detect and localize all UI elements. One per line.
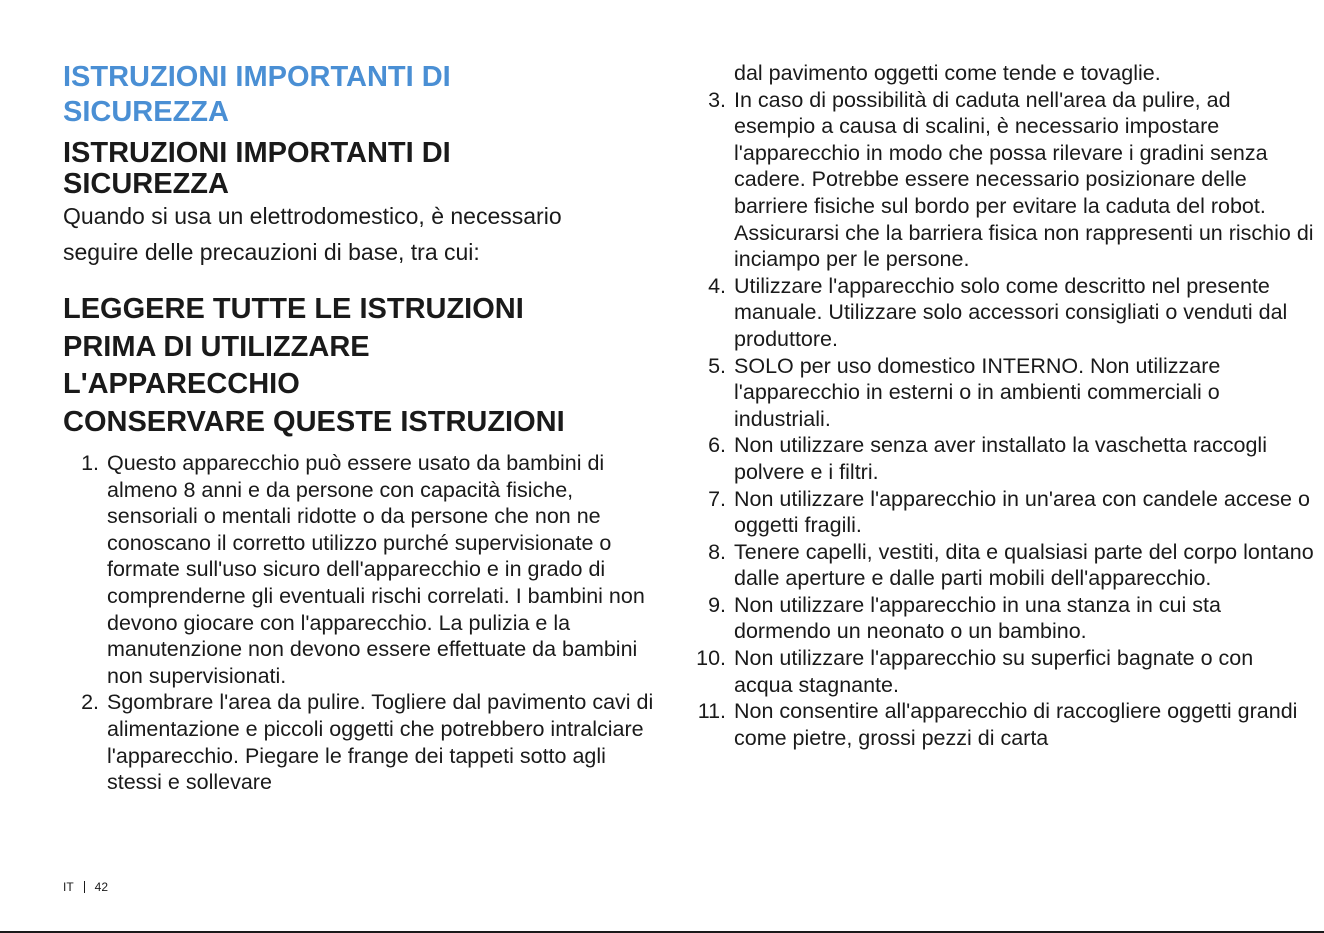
item-text: Tenere capelli, vestiti, dita e qualsiasi parte del corpo lontano dalle aperture e dalle parti mobili dell'apparecchio. [734, 539, 1314, 591]
item-text: In caso di possibilità di caduta nell'area da pulire, ad esempio a causa di scalini, è necessario impostare l'apparecchio in modo che possa rilevare i gradini senza cadere. Potrebbe essere necessario posizionare delle barriere fisiche sul bordo per evitare la caduta del robot. Assicurarsi che la barriera fisica non rappresenti un rischio di inciampo per le persone. [734, 87, 1314, 272]
footer-language: IT [63, 880, 74, 894]
item-text: Questo apparecchio può essere usato da bambini di almeno 8 anni e da persone con capacità fisiche, sensoriali o mentali ridotte o da persone che non ne conoscano il corretto utilizzo purché supervisionate o formate sull'uso sicuro dell'apparecchio e in grado di comprenderne gli eventuali rischi correlati. I bambini non devono giocare con l'apparecchio. La pulizia e la manutenzione non devono essere effettuate da bambini non supervisionati. [107, 451, 645, 688]
section-heading-blue: ISTRUZIONI IMPORTANTI DI SICUREZZA [63, 61, 451, 128]
list-continuation: dal pavimento oggetti come tende e tovaglie. [734, 61, 1161, 85]
instruction-list-right [690, 60, 1315, 751]
caps-line: PRIMA DI UTILIZZARE [63, 330, 370, 363]
list-item [690, 486, 1315, 539]
item-number: 9. [708, 592, 726, 617]
list-item [690, 87, 1315, 273]
item-text: Non consentire all'apparecchio di raccogliere oggetti grandi come pietre, grossi pezzi di carta [734, 699, 1298, 750]
item-number: 7. [708, 486, 726, 511]
item-text: SOLO per uso domestico INTERNO. Non utilizzare l'apparecchio in esterni o in ambienti commerciali o industriali. [734, 353, 1221, 431]
item-number: 11. [697, 699, 726, 724]
list-item [690, 273, 1315, 353]
item-number: 1. [81, 451, 99, 475]
item-number: 10. [696, 646, 726, 671]
list-item [690, 353, 1315, 433]
item-number: 4. [708, 273, 726, 298]
instruction-list-left [63, 450, 663, 796]
list-item [690, 645, 1315, 698]
item-number: 5. [708, 353, 726, 378]
intro-paragraph: Quando si usa un elettrodomestico, è necessario seguire delle precauzioni di base, tra cui: [63, 203, 562, 265]
footer-separator [84, 881, 85, 893]
item-text: Sgombrare l'area da pulire. Togliere dal pavimento cavi di alimentazione e piccoli oggetti che potrebbero intralciare l'apparecchio. Piegare le frange dei tappeti sotto agli stessi e sollevare [107, 690, 654, 795]
item-number: 3. [708, 87, 726, 112]
item-text: Non utilizzare l'apparecchio su superfici bagnate o con acqua stagnante. [734, 646, 1254, 697]
item-text: Non utilizzare l'apparecchio in una stanza in cui sta dormendo un neonato o un bambino. [734, 592, 1221, 644]
caps-line: LEGGERE TUTTE LE ISTRUZIONI [63, 293, 524, 325]
caps-instructions [63, 291, 643, 441]
page-number: 42 [94, 880, 109, 894]
list-item [690, 592, 1315, 645]
item-number: 2. [81, 690, 99, 715]
item-text: Utilizzare l'apparecchio solo come descritto nel presente manuale. Utilizzare solo accessori consigliati o venduti dal produttore. [734, 273, 1288, 351]
section-heading-black: ISTRUZIONI IMPORTANTI DI SICUREZZA [63, 137, 451, 200]
page-footer [63, 880, 108, 894]
item-number: 6. [708, 433, 726, 458]
list-item [690, 432, 1315, 485]
list-item [63, 689, 663, 795]
item-number: 8. [708, 539, 726, 564]
caps-line: L'APPARECCHIO [63, 368, 300, 400]
item-text: Non utilizzare l'apparecchio in un'area con candele accese o oggetti fragili. [734, 486, 1310, 538]
item-text: Non utilizzare senza aver installato la vaschetta raccogli polvere e i filtri. [734, 433, 1267, 484]
caps-line: CONSERVARE QUESTE ISTRUZIONI [63, 405, 565, 438]
list-item [63, 450, 663, 689]
list-item [690, 539, 1315, 592]
list-item [690, 698, 1315, 751]
